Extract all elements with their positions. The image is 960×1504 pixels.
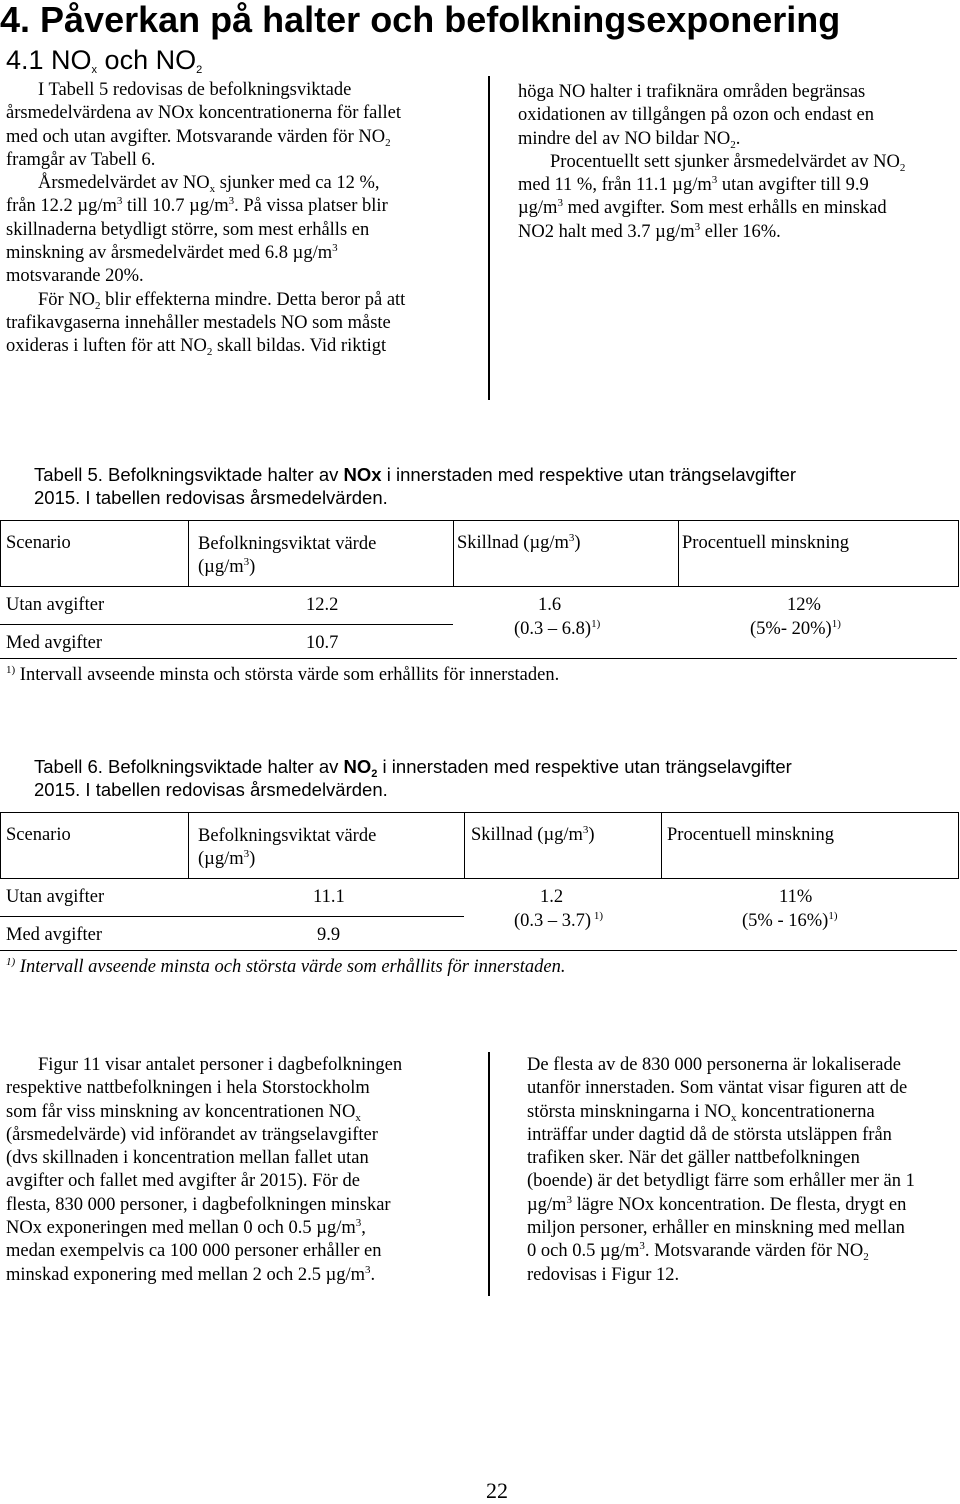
column-divider bbox=[488, 1052, 490, 1296]
paragraph: Årsmedelvärdet av $NO_x$ sjunker med ca 12 %, bbox=[38, 173, 380, 196]
intro-left-column: I Tabell 5 redovisas de befolkningsviktade årsmedelvärdena av NOx koncentrationerna för fallet med och utan avgifter. Motsvarande värden för $NO_2$ framgår av Tabell 6. Årsmedelvärdet av $NO_x$ sjunker med ca 12 %, från 12.2 $\mu g/m^3$ till 10.7 $\mu g/m^3$. På vissa platser blir skillnaderna betydligt större, som mest erhålls en minskning av årsmedelvärdet med 6.8 $\mu g/m^3$ motsvarande 20%. För $NO_2$ blir effekterna mindre. Detta beror på att trafikavgaserna innehåller mestadels NO som måste oxideras i luften för att $NO_2$ skall bildas. Vid riktigt bbox=[6, 79, 476, 359]
table5 bbox=[0, 520, 960, 700]
header-percent: Procentuell minskning bbox=[682, 533, 849, 553]
figure-text-right-column: De flesta av de 830 000 personerna är lokaliserade utanför innerstaden. Som väntat visar figuren att de största minskningarna i $NO_x$ koncentrationerna inträffar under dagtid då de största utsläppen från trafiken sker. När det gäller nattbefolkningen (boende) är det betydligt färre som erhåller mer än 1 $\mu g/m^3$ lägre NOx koncentration. De flesta, drygt en miljon personer, erhåller en minskning med mellan 0 och 0.5 $\mu g/m^3$. Motsvarande värden för $NO_2$ redovisas i Figur 12. bbox=[527, 1055, 915, 1285]
difference-range: (0.3 – 3.7) $^{1)}$ bbox=[514, 910, 603, 931]
table-row-scenario: Med avgifter bbox=[6, 633, 103, 653]
column-divider bbox=[488, 76, 490, 400]
header-value: Befolkningsviktat värde $(\mu g/m^3)$ bbox=[198, 826, 377, 869]
header-value: Befolkningsviktat värde $(\mu g/m^3)$ bbox=[198, 534, 377, 577]
intro-right-column: höga NO halter i trafiknära områden begränsas oxidationen av tillgången på ozon och endast en mindre del av NO bildar $NO_2$. Procentuellt sett sjunker årsmedelvärdet av $NO_2$ med 11 %, från 11.1 $\mu g/m^3$ utan avgifter till 9.9 $\mu g/m^3$ med avgifter. Som mest erhålls en minskad NO2 halt med 3.7 $\mu g/m^3$ eller 16%. bbox=[518, 82, 906, 242]
table6 bbox=[0, 812, 960, 987]
paragraph: För $NO_2$ blir effekterna mindre. Detta beror på att bbox=[38, 289, 406, 312]
figure-text-left-column: Figur 11 visar antalet personer i dagbefolkningen respektive nattbefolkningen i hela Storstockholm som får viss minskning av koncentrationen $NO_x$ (årsmedelvärde) vid införandet av trängselavgifter (dvs skillnaden i koncentration mellan fallet utan avgifter och fallet med avgifter år 2015). För de flesta, 830 000 personer, i dagbefolkningen minskar NOx exponeringen med mellan 0 och 0.5 $\mu g/m^3$, medan exempelvis ca 100 000 personer erhåller en minskad exponering med mellan 2 och 2.5 $\mu g/m^3$. bbox=[6, 1055, 403, 1285]
section-heading: 4.1 $NO_x$ och $NO_2$ bbox=[6, 45, 203, 76]
header-scenario: Scenario bbox=[6, 825, 71, 845]
table-footnote: $^{1)}$ Intervall avseende minsta och största värde som erhållits för innerstaden. bbox=[6, 664, 560, 685]
difference-range: (0.3 – 6.8)$^{1)}$ bbox=[514, 618, 601, 639]
header-scenario: Scenario bbox=[6, 533, 71, 553]
table-row-scenario: Med avgifter bbox=[6, 925, 103, 945]
table-row-scenario: Utan avgifter bbox=[6, 595, 105, 615]
difference-value: 1.2 bbox=[540, 887, 564, 907]
table-row-value: 9.9 bbox=[317, 925, 341, 945]
percent-range: (5% - 16%)$^{1)}$ bbox=[742, 910, 838, 931]
header-difference: Skillnad $(\mu g/m^3)$ bbox=[457, 532, 581, 553]
table5-caption: Tabell 5. Befolkningsviktade halter av NOx i innerstaden med respektive utan trängselavgifter 2015. I tabellen redovisas årsmedelvärden. bbox=[34, 464, 797, 508]
header-percent: Procentuell minskning bbox=[667, 825, 834, 845]
table-row-value: 10.7 bbox=[306, 633, 339, 653]
percent-range: (5%- 20%)$^{1)}$ bbox=[750, 618, 841, 639]
table6-caption: Tabell 6. Befolkningsviktade halter av $NO_2$ i innerstaden med respektive utan trängselavgifter 2015. I tabellen redovisas årsmedelvärden. bbox=[34, 756, 792, 800]
table-row-scenario: Utan avgifter bbox=[6, 887, 105, 907]
header-difference: Skillnad $(\mu g/m^3)$ bbox=[471, 824, 595, 845]
table-row-value: 11.1 bbox=[313, 887, 345, 907]
difference-value: 1.6 bbox=[538, 595, 562, 615]
percent-value: 12% bbox=[787, 595, 821, 615]
table-row-value: 12.2 bbox=[306, 595, 339, 615]
paragraph: I Tabell 5 redovisas de befolkningsviktade bbox=[38, 80, 352, 100]
chapter-heading: 4. Påverkan på halter och befolkningsexponering bbox=[0, 0, 841, 40]
page-number: 22 bbox=[486, 1478, 508, 1503]
table-footnote: $^{1)}$ Intervall avseende minsta och största värde som erhållits för innerstaden. bbox=[6, 956, 566, 977]
percent-value: 11% bbox=[779, 887, 813, 907]
